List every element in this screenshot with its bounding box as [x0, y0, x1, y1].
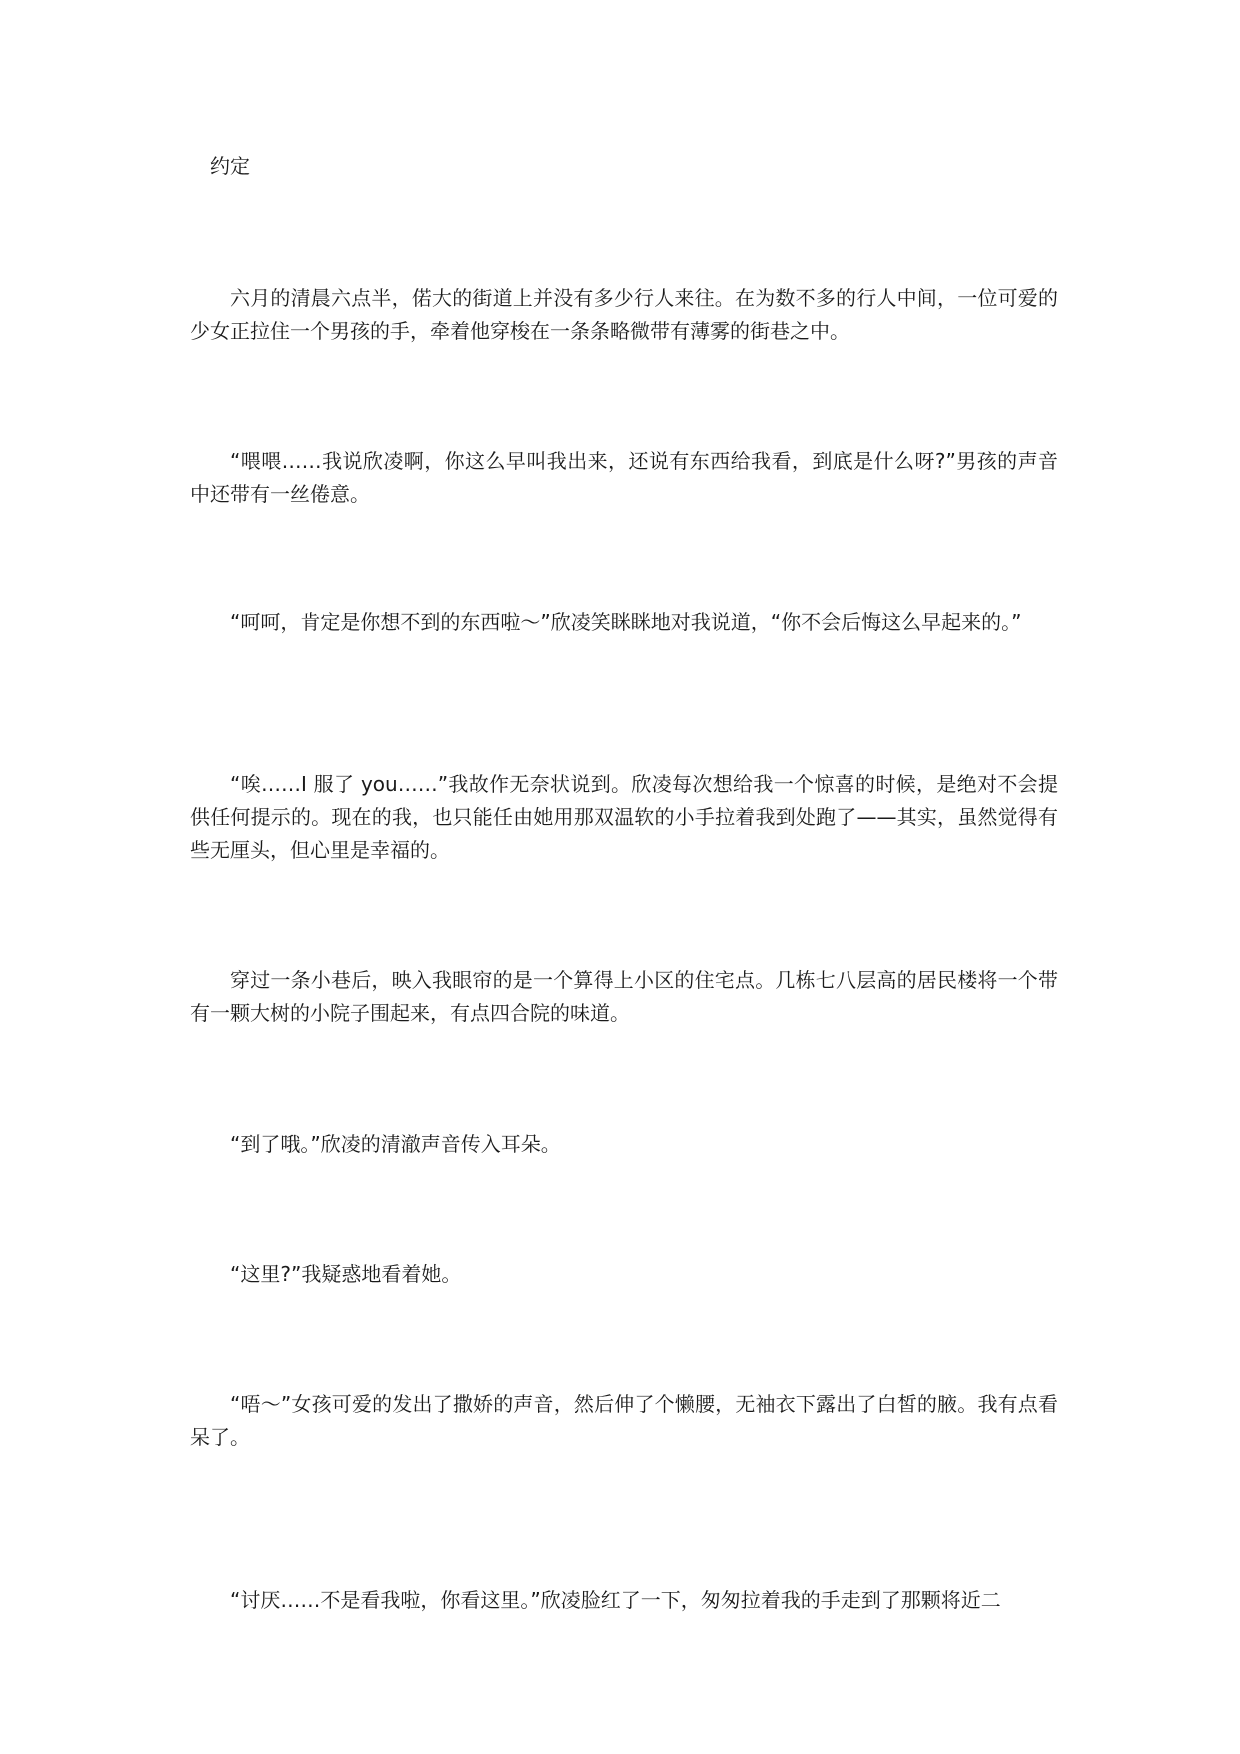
- paragraph-8: “唔～”女孩可爱的发出了撒娇的声音，然后伸了个懒腰，无袖衣下露出了白皙的腋。我有点看呆了。: [190, 1392, 1058, 1449]
- document-title: 约定: [210, 154, 250, 178]
- paragraph-1: 六月的清晨六点半，偌大的街道上并没有多少行人来往。在为数不多的行人中间，一位可爱的少女正拉住一个男孩的手，牵着他穿梭在一条条略微带有薄雾的街巷之中。: [190, 286, 1058, 343]
- paragraph-9: “讨厌……不是看我啦，你看这里。”欣凌脸红了一下，匆匆拉着我的手走到了那颗将近二: [230, 1588, 1001, 1612]
- paragraph-6: “到了哦。”欣凌的清澈声音传入耳朵。: [230, 1132, 561, 1156]
- paragraph-3: “呵呵，肯定是你想不到的东西啦～”欣凌笑眯眯地对我说道，“你不会后悔这么早起来的。”: [230, 610, 1022, 634]
- paragraph-7: “这里?”我疑惑地看着她。: [230, 1262, 462, 1286]
- paragraph-5: 穿过一条小巷后，映入我眼帘的是一个算得上小区的住宅点。几栋七八层高的居民楼将一个带有一颗大树的小院子围起来，有点四合院的味道。: [190, 968, 1058, 1025]
- paragraph-4: “唉……I 服了 you……”我故作无奈状说到。欣凌每次想给我一个惊喜的时候，是绝对不会提供任何提示的。现在的我，也只能任由她用那双温软的小手拉着我到处跑了——其实，虽然觉得有些无厘头，但心里是幸福的。: [190, 772, 1058, 862]
- paragraph-2: “喂喂……我说欣凌啊，你这么早叫我出来，还说有东西给我看，到底是什么呀?”男孩的声音中还带有一丝倦意。: [190, 449, 1058, 506]
